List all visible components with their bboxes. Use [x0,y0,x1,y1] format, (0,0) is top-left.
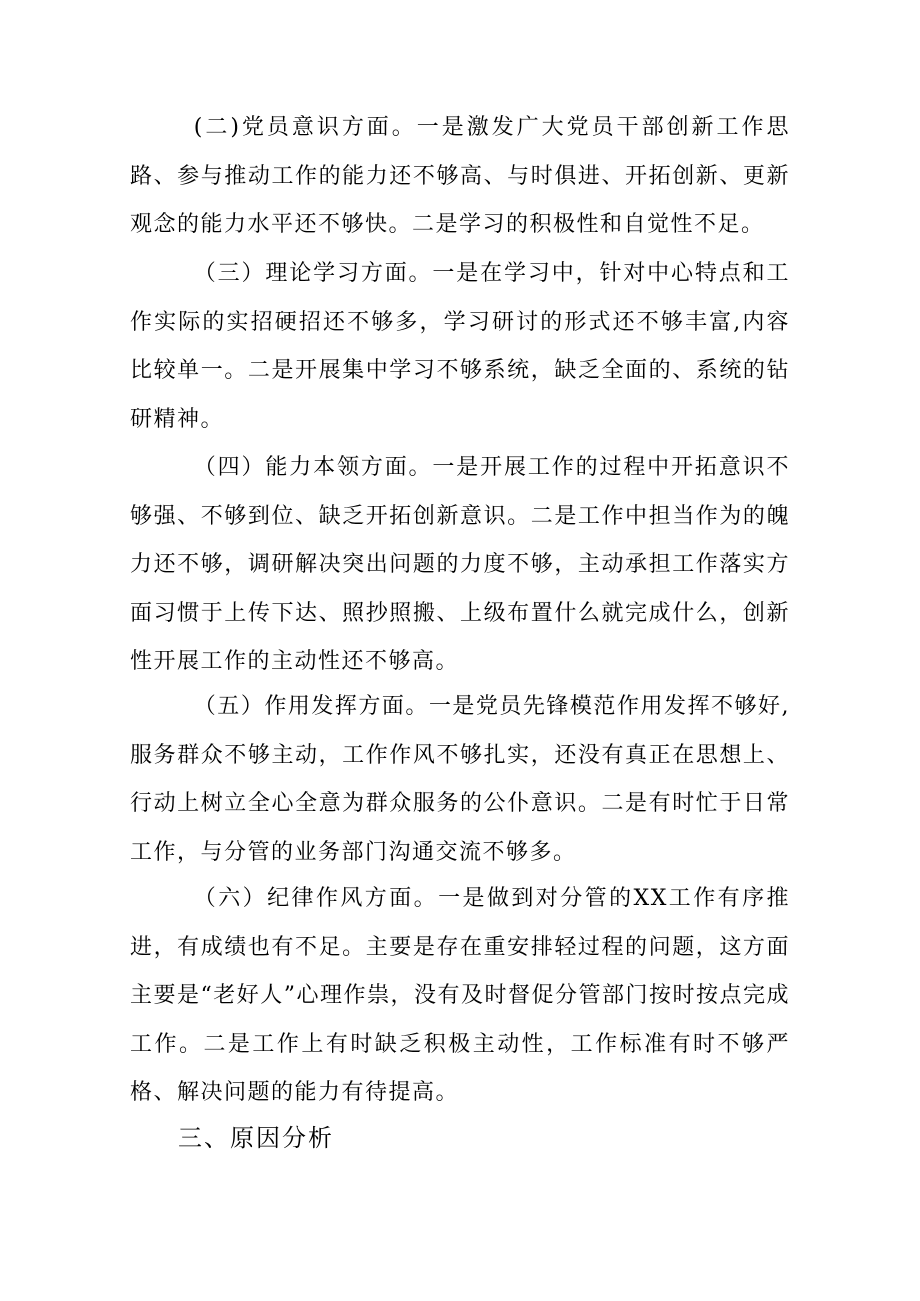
paragraph-role-play: （五）作用发挥方面。一是党员先锋模范作用发挥不够好,服务群众不够主动，工作作风不够扎实，还没有真正在思想上、行动上树立全心全意为群众服务的公仆意识。二是有时忙于日常工作，与分管的业务部门沟通交流不够多。 [130,694,790,865]
paragraph-theory-study: （三）理论学习方面。一是在学习中，针对中心特点和工作实际的实招硬招还不够多，学习研讨的形式还不够丰富,内容比较单一。二是开展集中学习不够系统，缺乏全面的、系统的钻研精神。 [130,261,790,432]
section-heading: 三、原因分析 [178,1124,334,1152]
paragraph-party-awareness: (二)党员意识方面。一是激发广大党员干部创新工作思路、参与推动工作的能力还不够高、与时俱进、开拓创新、更新观念的能力水平还不够快。二是学习的积极性和自觉性不足。 [130,115,790,237]
paragraph-discipline-style: （六）纪律作风方面。一是做到对分管的XX工作有序推进，有成绩也有不足。主要是存在重安排轻过程的问题，这方面主要是“老好人”心理作祟，没有及时督促分管部门按时按点完成工作。二是工作上有时缺乏积极主动性，工作标准有时不够严格、解决问题的能力有待提高。 [130,886,790,1105]
paragraph-ability-skills: （四）能力本领方面。一是开展工作的过程中开拓意识不够强、不够到位、缺乏开拓创新意识。二是工作中担当作为的魄力还不够，调研解决突出问题的力度不够，主动承担工作落实方面习惯于上传下达、照抄照搬、上级布置什么就完成什么，创新性开展工作的主动性还不够高。 [130,455,790,674]
